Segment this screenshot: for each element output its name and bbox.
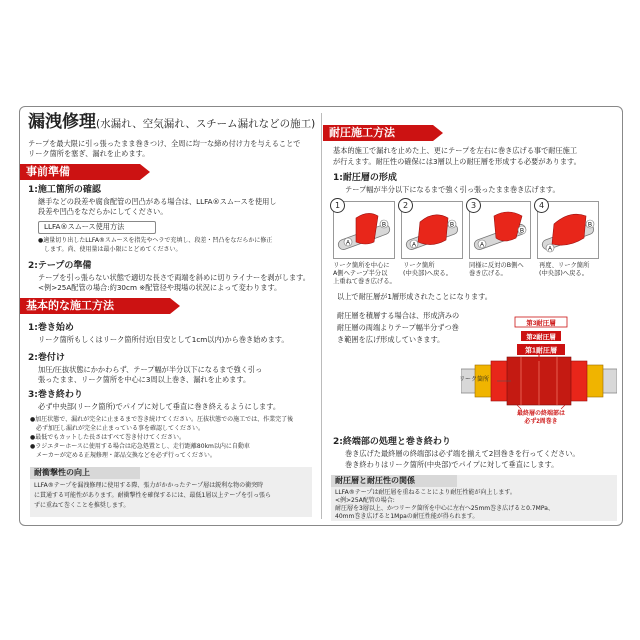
- b3-line: 必ず中央部(リーク箇所)でパイプに対して垂直に巻き終えるようにします。: [38, 402, 281, 411]
- label-a-1: A: [345, 240, 351, 247]
- step-caption-4-line-2: (中央部)へ戻る。: [539, 270, 588, 277]
- label-b-3: B: [519, 228, 525, 235]
- pressure-layer-diagram: [461, 311, 617, 431]
- note-1: ●加圧状態で、漏れが完全に止まるまで巻き続けてください。圧抜状態での施工では、作業完了後: [30, 416, 294, 423]
- step-diagram-2: [401, 201, 463, 259]
- intro-line-1: テープを最大限に引っ張ったまま巻きつけ、全周に均一な締め付け力を与えることで: [28, 139, 301, 148]
- instruction-card: [19, 106, 623, 526]
- step1-line-2: 段差や凹凸をなだらかにしてください。: [38, 207, 168, 216]
- step-num-3: 3: [466, 198, 481, 213]
- intro-line-2: リーク箇所を塞ぎ、漏れを止めます。: [28, 149, 150, 158]
- p2-line-1: 巻き広げた最終層の終端部は必ず端を揃えて2回巻きを行ってください。: [345, 449, 580, 458]
- note-4: ●ラジエターホースに使用する場合は応急処置とし、走行距離80km以内に自動車: [30, 443, 250, 450]
- after-steps-text: 以上で耐圧層が1層形成されたことになります。: [337, 292, 492, 301]
- pressure-header: 耐圧施工方法: [323, 125, 433, 141]
- basic-header: 基本的な施工方法: [20, 298, 170, 314]
- note-5: メーカーが定める正規修理・部品交換などを必ず行ってください。: [30, 452, 216, 459]
- layering-line-1: 耐圧層を積層する場合は、形成済みの: [337, 311, 460, 320]
- step2-line-2: <例>25A配管の場合:約30cm ※配管径や現場の状況によって変わります。: [38, 283, 282, 292]
- step2-line-1: テープを引っ張らない状態で適切な長さで両端を斜めに切りライナーを剥がします。: [38, 273, 310, 282]
- smooth-label: LLFA®スムース使用方法: [44, 222, 125, 231]
- relation-line-4: 40mm巻き広げると1Mpaの耐圧性能が得られます。: [335, 513, 479, 520]
- label-a-2: A: [411, 242, 417, 249]
- step-caption-1-line-1: リーク箇所を中心に: [333, 262, 390, 269]
- page-title: [28, 113, 315, 133]
- prep-header: 事前準備: [20, 164, 140, 180]
- step-num-4: 4: [534, 198, 549, 213]
- step1-line-1: 継手などの段差や腐食配管の凹凸がある場合は、LLFA®スムースを使用し: [38, 197, 277, 206]
- relation-box: [331, 475, 617, 521]
- b2-title: 2:巻付け: [28, 353, 65, 363]
- leak-label: リーク箇所: [459, 376, 490, 383]
- impact-box: [30, 467, 312, 517]
- step-caption-1-line-3: 上重ねて巻き広げる。: [333, 278, 396, 285]
- final-note-line-1: 最終層の終端部は: [516, 411, 566, 417]
- label-b-2: B: [449, 222, 455, 229]
- label-b-4: B: [587, 222, 593, 229]
- smooth-label-box: [38, 221, 156, 234]
- layer2-label: 第2耐圧層: [526, 334, 556, 341]
- title-main: 漏洩修理: [28, 112, 96, 132]
- step2-title: 2:テープの準備: [28, 261, 92, 271]
- step-num-1: 1: [330, 198, 345, 213]
- step-caption-3-line-2: 巻き広げる。: [469, 270, 507, 277]
- p2-title: 2:終端部の処理と巻き終わり: [333, 437, 451, 447]
- step-caption-1-line-2: A側へテープ半分以: [333, 270, 388, 277]
- impact-line-1: LLFA®テープを漏洩修理に使用する際、張力がかかったテープ層は鋭利な物の衝突時: [34, 482, 264, 489]
- b1-line: リーク箇所もしくはリーク箇所付近(目安として1cm以内)から巻き始めます。: [38, 335, 289, 344]
- impact-line-3: ずに重ねて巻くことを推奨します。: [34, 502, 130, 509]
- step-diagram-3: [469, 201, 531, 259]
- column-divider: [321, 113, 322, 519]
- step-caption-4-line-1: 再度、リーク箇所: [539, 262, 590, 269]
- b2-line-1: 加圧/圧抜状態にかかわらず、テープ幅が半分以下になるまで強く引っ: [38, 365, 263, 374]
- label-a-3: A: [479, 242, 485, 249]
- impact-header: 耐衝撃性の向上: [34, 468, 90, 477]
- step-diagram-1: [333, 201, 395, 259]
- pressure-intro-2: が行えます。耐圧性の確保には3層以上の耐圧層を形成する必要があります。: [333, 157, 581, 166]
- final-note-line-2: 必ず2周巻き: [524, 419, 558, 425]
- label-a-4: A: [547, 246, 553, 253]
- relation-header: 耐圧層と耐圧性の関係: [335, 476, 415, 485]
- step1-title: 1:施工箇所の確認: [28, 185, 101, 195]
- b1-title: 1:巻き始め: [28, 323, 74, 333]
- note-3: ●最低でもカットした長さはすべて巻き付けてください。: [30, 434, 186, 441]
- smooth-note-2: します。尚、使用量は最小限にとどめてください。: [44, 246, 182, 253]
- left-column: [20, 107, 320, 525]
- relation-line-1: LLFA®テープは耐圧層を重ねることにより耐圧性能が向上します。: [335, 489, 516, 496]
- pressure-intro-1: 基本的施工で漏れを止めた上、更にテープを左右に巻き広げる事で耐圧施工: [333, 146, 578, 155]
- b3-title: 3:巻き終わり: [28, 390, 83, 400]
- p1-title: 1:耐圧層の形成: [333, 173, 397, 183]
- relation-line-2: <例>25A配管の場合:: [335, 497, 395, 504]
- impact-line-2: に貫通する可能性があります。耐衝撃性を確保するには、最低1層以上テープを引っ張ら: [34, 492, 272, 499]
- note-2: 必ず加圧し漏れが完全に止まっている事を確認してください。: [30, 425, 205, 432]
- step-num-2: 2: [398, 198, 413, 213]
- relation-line-3: 耐圧層を3層以上、かつリーク箇所を中心に左右へ25mm巻き広げると0.7MPa、: [335, 505, 554, 512]
- b2-line-2: 張ったまま、リーク箇所を中心に3周以上巻き、漏れを止めます。: [38, 375, 251, 384]
- right-column: [323, 107, 622, 525]
- step-caption-2-line-1: リーク箇所: [403, 262, 435, 269]
- p2-line-2: 巻き終わりはリーク箇所(中央部)でパイプに対して垂直にします。: [345, 460, 559, 469]
- label-b-1: B: [381, 222, 387, 229]
- step-caption-2-line-2: (中央部)へ戻る。: [403, 270, 452, 277]
- layer3-label: 第3耐圧層: [526, 320, 556, 327]
- layer1-label: 第1耐圧層: [525, 347, 557, 355]
- title-sub: (水漏れ、空気漏れ、スチーム漏れなどの施工): [96, 118, 316, 130]
- p1-line: テープ幅が半分以下になるまで強く引っ張ったまま巻き広げます。: [345, 185, 560, 194]
- layering-line-3: き範囲を広げ形成していきます。: [337, 335, 445, 344]
- smooth-note-1: ●適量切り出したLLFA®スムースを指先やヘラで充填し、段差・凹凸をなだらかに修正: [38, 237, 273, 244]
- layering-line-2: 耐圧層の両端よりテープ幅半分ずつ巻: [337, 323, 459, 332]
- step-caption-3-line-1: 同様に反対のB側へ: [469, 262, 524, 269]
- step-diagram-4: [537, 201, 599, 259]
